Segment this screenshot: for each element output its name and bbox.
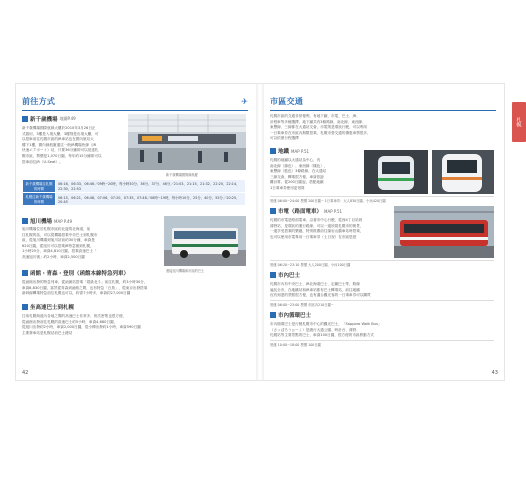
loop-bus-text: 市內循環巴士是行駛札幌市中心的觀光巴士，「Sapporo Walk Bus」 （さっぽろうぉーく）是繞行大通公園、時計台、薄野、 札幌站等主要景點的巴士，車資100日圓，很方便的市區移動方式 (270, 322, 382, 338)
caption-airport: 新千歲機場國際線航廈 (166, 173, 198, 177)
bullet-icon (270, 312, 276, 318)
side-tab: 札幌 (512, 102, 526, 142)
loop-bus-info: 營運 10:00~18:00 票價 100日圓 (270, 340, 494, 347)
subsection-title: 函館・青森・登別（函館本線特急列車） (30, 271, 130, 277)
airplane-icon: ✈ (241, 97, 248, 106)
bullet-icon (22, 304, 28, 310)
page-number: 43 (491, 370, 498, 376)
section-title: 前往方式 (22, 97, 56, 106)
map-ref: MAP P.51 (291, 148, 310, 154)
photo-subway-1 (364, 150, 428, 194)
timetable-row: 札幌往新千歲機場的時間 06:15、06:21、06:48、07:06、07:20、07:35、07:48／08時~19時，每小時10分、25分、40分、55分／20:25、20:45 (23, 193, 246, 206)
photo-tram (394, 206, 494, 258)
bullet-icon (270, 272, 276, 278)
timetable (22, 179, 246, 206)
subsection-title: 旭川機場 (30, 219, 53, 225)
subsection-title: 坐高速巴士到札幌 (30, 305, 75, 311)
caption-bus: 連接旭川機場和市區的巴士 (166, 269, 205, 273)
subsection-highway-bus (22, 302, 74, 312)
page-number: 42 (22, 370, 29, 376)
map-ref: MAP P.49 (54, 218, 73, 224)
left-page (16, 84, 256, 380)
photo-bus (164, 216, 246, 266)
section-header-access (22, 96, 248, 111)
hakodate-text: 從函館出發的特急列車，從函館站搭乘「超級北斗」前往札幌，約3小時30分， 車資8,830日圓，當然從青森到函館之間，也有特急「白鳥」，從東京出發搭乘 新幹線轉乘特急前往札幌也可以，約需7小時多，車資約27,000日圓 (22, 280, 148, 296)
subway-info: 營運 06:00~24:00 票價 200日圓~ 1日乘車券：大人830日圓、小孩420日圓 (270, 196, 494, 203)
highway-bus-text: 往來札幌與道內各地之間的高速巴士非常多，班次密集也很方便， 從函館出發前往札幌的高速巴士約5小時，車資4,680日圓， 從旭川出發約2小時，車資2,000日圓，從小樽出發約1小時，車資590日圓 主要發車站是札幌站前巴士總站 (22, 314, 141, 335)
subsection-tram (270, 206, 342, 216)
city-bus-text: 札幌市內有中央巴士、JR北海道巴士、定鐵巴士等，路線 遍及全市，在地鐵站和JR車站都有巴士轉乘站，前往地鐵 沒有到達的景點很方便，也有適合觀光客的一日乘車券可以購買 (270, 282, 371, 298)
gutter (256, 84, 264, 380)
right-page (264, 84, 522, 380)
subsection-title: 新千歲機場 (30, 117, 58, 123)
section-header-transport (270, 96, 496, 111)
bullet-icon (22, 218, 28, 224)
transport-intro: 札幌市區的交通非常便利，有地下鐵、市電、巴士、JR、 計程車等多種選擇，地下鐵共有3條路線，南北線、東西線、 東豐線，三線都在大通站交會，市電則是環狀行駛，可以利用 一日乘車券在市區內無限搭乘，札幌市營交通的優惠車票很多， 可以依照行程選擇 (270, 114, 371, 141)
bullet-icon (270, 208, 276, 214)
subway-text: 札幌的地鐵以大通站為中心，有 南北線（綠色）、東西線（橘色）、 東豐線（藍色）3條路線，在大通站 三線交會，轉乘很方便，車資依距 離計算，從200日圓起，搭配地鐵 1日乘車券使用更划算 (270, 158, 328, 190)
subsection-subway (270, 146, 309, 156)
photo-airport-terminal (128, 114, 246, 170)
tram-info: 營運 06:20~23:10 票價 大人200日圓、小孩100日圓 (270, 260, 494, 267)
city-bus-info: 營運 06:00~23:00 票價 市區內210日圓~ (270, 300, 494, 307)
section-title: 市區交通 (270, 97, 304, 106)
timetable-row: 新千歲機場往札幌的時間 06:16、06:33、06:46／09時~20時，每小時30分、36分、37分、46分／21:03、21:15、21:32、22:20、22:14、22:30、22:53 (23, 180, 246, 193)
book-spread (16, 84, 522, 380)
subsection-new-chitose (22, 114, 76, 124)
subsection-title: 市電（路面電車） (278, 209, 323, 215)
subsection-title: 市內循環巴士 (278, 313, 312, 319)
bullet-icon (22, 270, 28, 276)
asahikawa-text: 旭川機場位於札幌市區約北邊的北海道，前 往札幌的話，可以從機場搭乘中央巴士到札幌市 區，從旭川機場到旭川站前約30分鐘，車資是 620日圓，從旭川可以搭乘JR特急號到札幌， 1小時25分，車資4,810日圓，搭乘高速巴士「 高速旭川號」約2小時，車資2,500日圓 (22, 227, 98, 259)
bullet-icon (22, 116, 28, 122)
subsection-asahikawa (22, 216, 72, 226)
bullet-icon (270, 148, 276, 154)
new-chitose-text: 新千歲機場國際航線大樓於2010年3月26日正 式啟用，3樓是入境大廳，3樓則是出境大廳，可 以搭車前往札幌市區的JR車站也在國內航站大 樓下1樓，國內線航廈通往一般JR機場快線（JR 快速エアポート）站，只要36分鐘即可以抵達札 幌市區，票價是1,070日圓，每年約15分鐘即可以 搭車前往JR（U-Seat）。 (22, 126, 102, 164)
subsection-title: 地鐵 (278, 149, 290, 155)
subsection-loop-bus (270, 310, 311, 320)
map-ref: MAP P.51 (324, 208, 343, 214)
subsection-title: 市內巴士 (278, 273, 301, 279)
tram-text: 札幌的市電是路面電車，沿著市中心行駛，從西4丁目站到 薄野站，是環狀的運行路線，可以一邊欣賞札幌市的街景， 一邊享受搭乘的樂趣，特別推薦前往藻岩山纜車站時搭乘， 也可以使用市電專用一日乘車券（土日祝）在市區悠遊 (270, 218, 364, 239)
subsection-city-bus (270, 270, 300, 280)
map-ref: 地圖P.49 (59, 116, 76, 121)
photo-subway-2 (432, 150, 494, 194)
subsection-hakodate (22, 268, 129, 278)
